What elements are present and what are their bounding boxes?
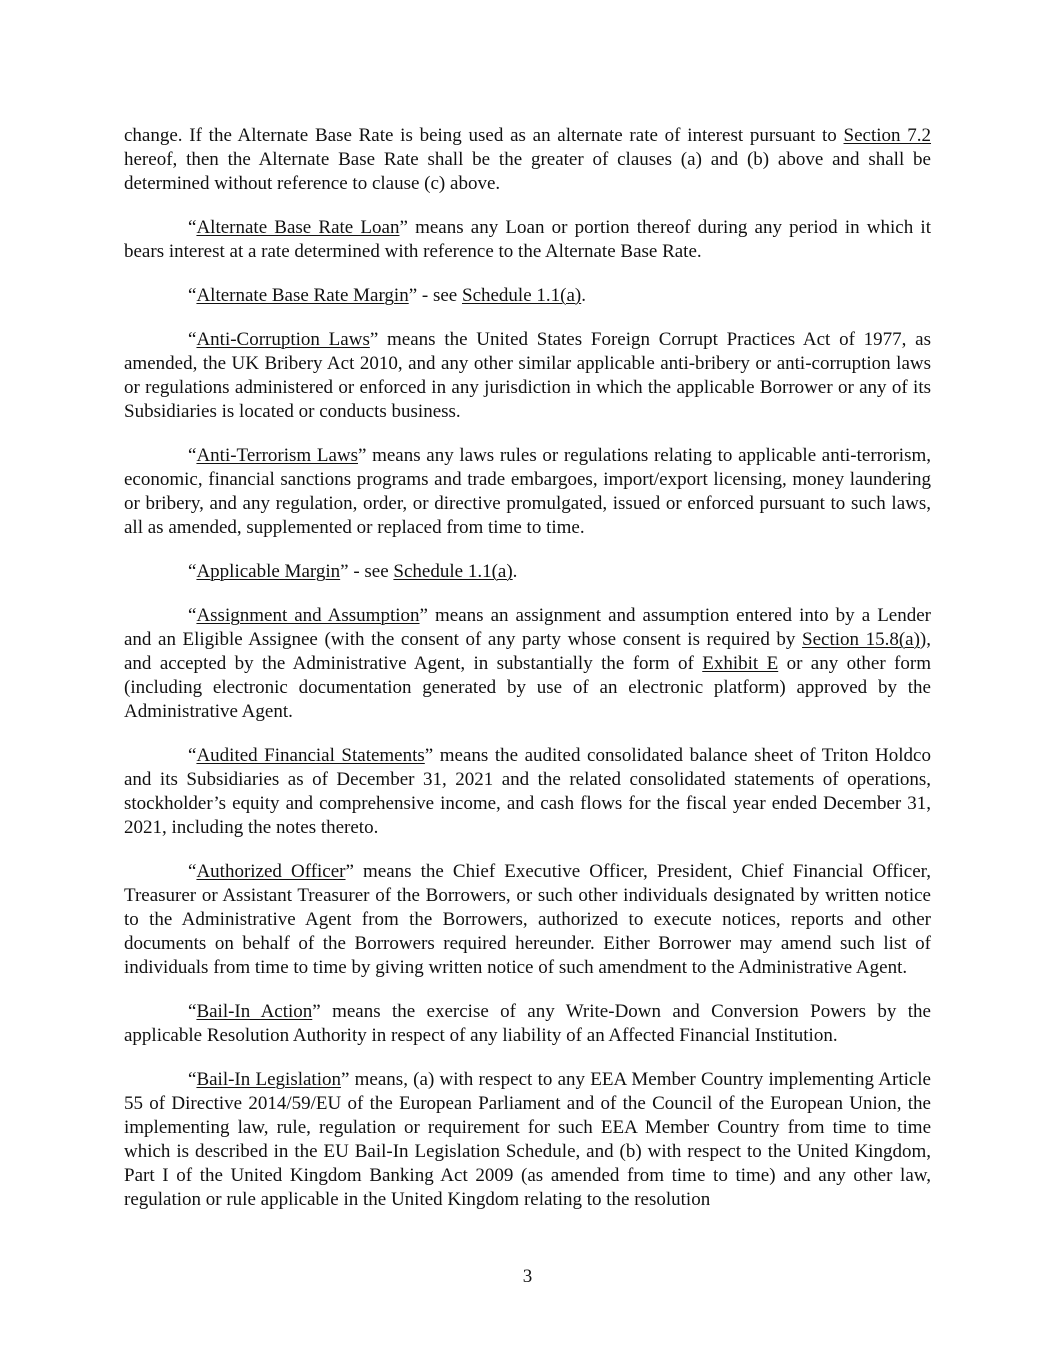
open-quote: “ (188, 329, 197, 350)
definition-text: or any other form (including electronic documentation generated by use of an electronic platform) approved by the Administrative Agent. (124, 653, 931, 722)
defined-term: Assignment and Assumption (196, 605, 420, 626)
page-number: 3 (522, 1266, 533, 1287)
definition-anti-terrorism-laws (124, 444, 931, 540)
cross-reference-schedule: Schedule 1.1(a) (393, 561, 513, 582)
paragraph-text: change. If the Alternate Base Rate is being used as an alternate rate of interest pursuant to (124, 125, 844, 146)
defined-term: Anti-Corruption Laws (196, 329, 370, 350)
definition-text: ” means the exercise of any Write-Down and Conversion Powers by the applicable Resolution Authority in respect of any liability of an Affected Financial Institution. (124, 1001, 931, 1046)
definition-text: . (512, 561, 518, 582)
open-quote: “ (188, 745, 197, 766)
defined-term: Authorized Officer (196, 861, 346, 882)
open-quote: “ (188, 445, 197, 466)
definition-bail-in-legislation (124, 1068, 931, 1212)
cross-reference-schedule: Schedule 1.1(a) (462, 285, 582, 306)
defined-term: Bail-In Legislation (196, 1069, 341, 1090)
defined-term: Applicable Margin (196, 561, 341, 582)
definition-alternate-base-rate-margin (124, 284, 931, 308)
definition-text: ” - see (408, 285, 462, 306)
definition-text: ” means any Loan or portion thereof during any period in which it bears interest at a rate determined with reference to the Alternate Base Rate. (124, 217, 931, 262)
defined-term: Alternate Base Rate Margin (196, 285, 409, 306)
definition-text: ” means the United States Foreign Corrupt Practices Act of 1977, as amended, the UK Bribery Act 2010, and any other similar applicable anti-bribery or anti-corruption laws or regulations administered or enforced in any jurisdiction in which the applicable Borrower or any of its Subsidiaries is located or conducts business. (124, 329, 931, 422)
defined-term: Bail-In Action (196, 1001, 313, 1022)
definition-text: ), and accepted by the Administrative Agent, in substantially the form of (124, 629, 931, 674)
definition-text: ” means the audited consolidated balance sheet of Triton Holdco and its Subsidiaries as of December 31, 2021 and the related consolidated statements of operations, stockholder’s equity and comprehensive income, and cash flows for the fiscal year ended December 31, 2021, including the notes thereto. (124, 745, 931, 838)
definition-text: ” means an assignment and assumption entered into by a Lender and an Eligible Assignee (with the consent of any party whose consent is required by (124, 605, 931, 650)
definition-alternate-base-rate-loan (124, 216, 931, 264)
definition-text: ” means the Chief Executive Officer, President, Chief Financial Officer, Treasurer or Assistant Treasurer of the Borrowers, or such other individuals designated by written notice to the Administrative Agent from the Borrowers, authorized to execute notices, reports and other documents on behalf of the Borrowers required hereunder. Either Borrower may amend such list of individuals from time to time by giving written notice of such amendment to the Administrative Agent. (124, 861, 931, 978)
paragraph-continuation (124, 124, 931, 196)
paragraph-text: hereof, then the Alternate Base Rate shall be the greater of clauses (a) and (b) above and shall be determined without reference to clause (c) above. (124, 149, 931, 194)
definition-bail-in-action (124, 1000, 931, 1048)
definition-assignment-and-assumption (124, 604, 931, 724)
open-quote: “ (188, 605, 197, 626)
cross-reference-exhibit-e: Exhibit E (702, 653, 779, 674)
definition-text: ” means, (a) with respect to any EEA Member Country implementing Article 55 of Directive 2014/59/EU of the European Parliament and of the Council of the European Union, the implementing law, rule, regulation or requirement for such EEA Member Country from time to time which is described in the EU Bail-In Legislation Schedule, and (b) with respect to the United Kingdom, Part I of the United Kingdom Banking Act 2009 (as amended from time to time) and any other law, regulation or rule applicable in the United Kingdom relating to the resolution (124, 1069, 931, 1210)
cross-reference-section-7-2: Section 7.2 (843, 125, 932, 146)
definition-text: ” means any laws rules or regulations relating to applicable anti-terrorism, economic, financial sanctions programs and trade embargoes, import/export licensing, money laundering or bribery, and any regulation, order, or directive promulgated, issued or enforced pursuant to such laws, all as amended, supplemented or replaced from time to time. (124, 445, 931, 538)
open-quote: “ (188, 561, 197, 582)
open-quote: “ (188, 1069, 197, 1090)
definition-applicable-margin (124, 560, 931, 584)
open-quote: “ (188, 285, 197, 306)
definition-audited-financial-statements (124, 744, 931, 840)
definition-text: . (581, 285, 586, 306)
open-quote: “ (188, 1001, 197, 1022)
cross-reference-section-15-8-a: Section 15.8(a) (802, 629, 920, 650)
open-quote: “ (188, 861, 197, 882)
definition-anti-corruption-laws (124, 328, 931, 424)
open-quote: “ (188, 217, 197, 238)
defined-term: Alternate Base Rate Loan (196, 217, 400, 238)
defined-term: Audited Financial Statements (196, 745, 425, 766)
document-page (124, 124, 931, 1232)
definition-authorized-officer (124, 860, 931, 980)
defined-term: Anti-Terrorism Laws (196, 445, 358, 466)
definition-text: ” - see (340, 561, 394, 582)
